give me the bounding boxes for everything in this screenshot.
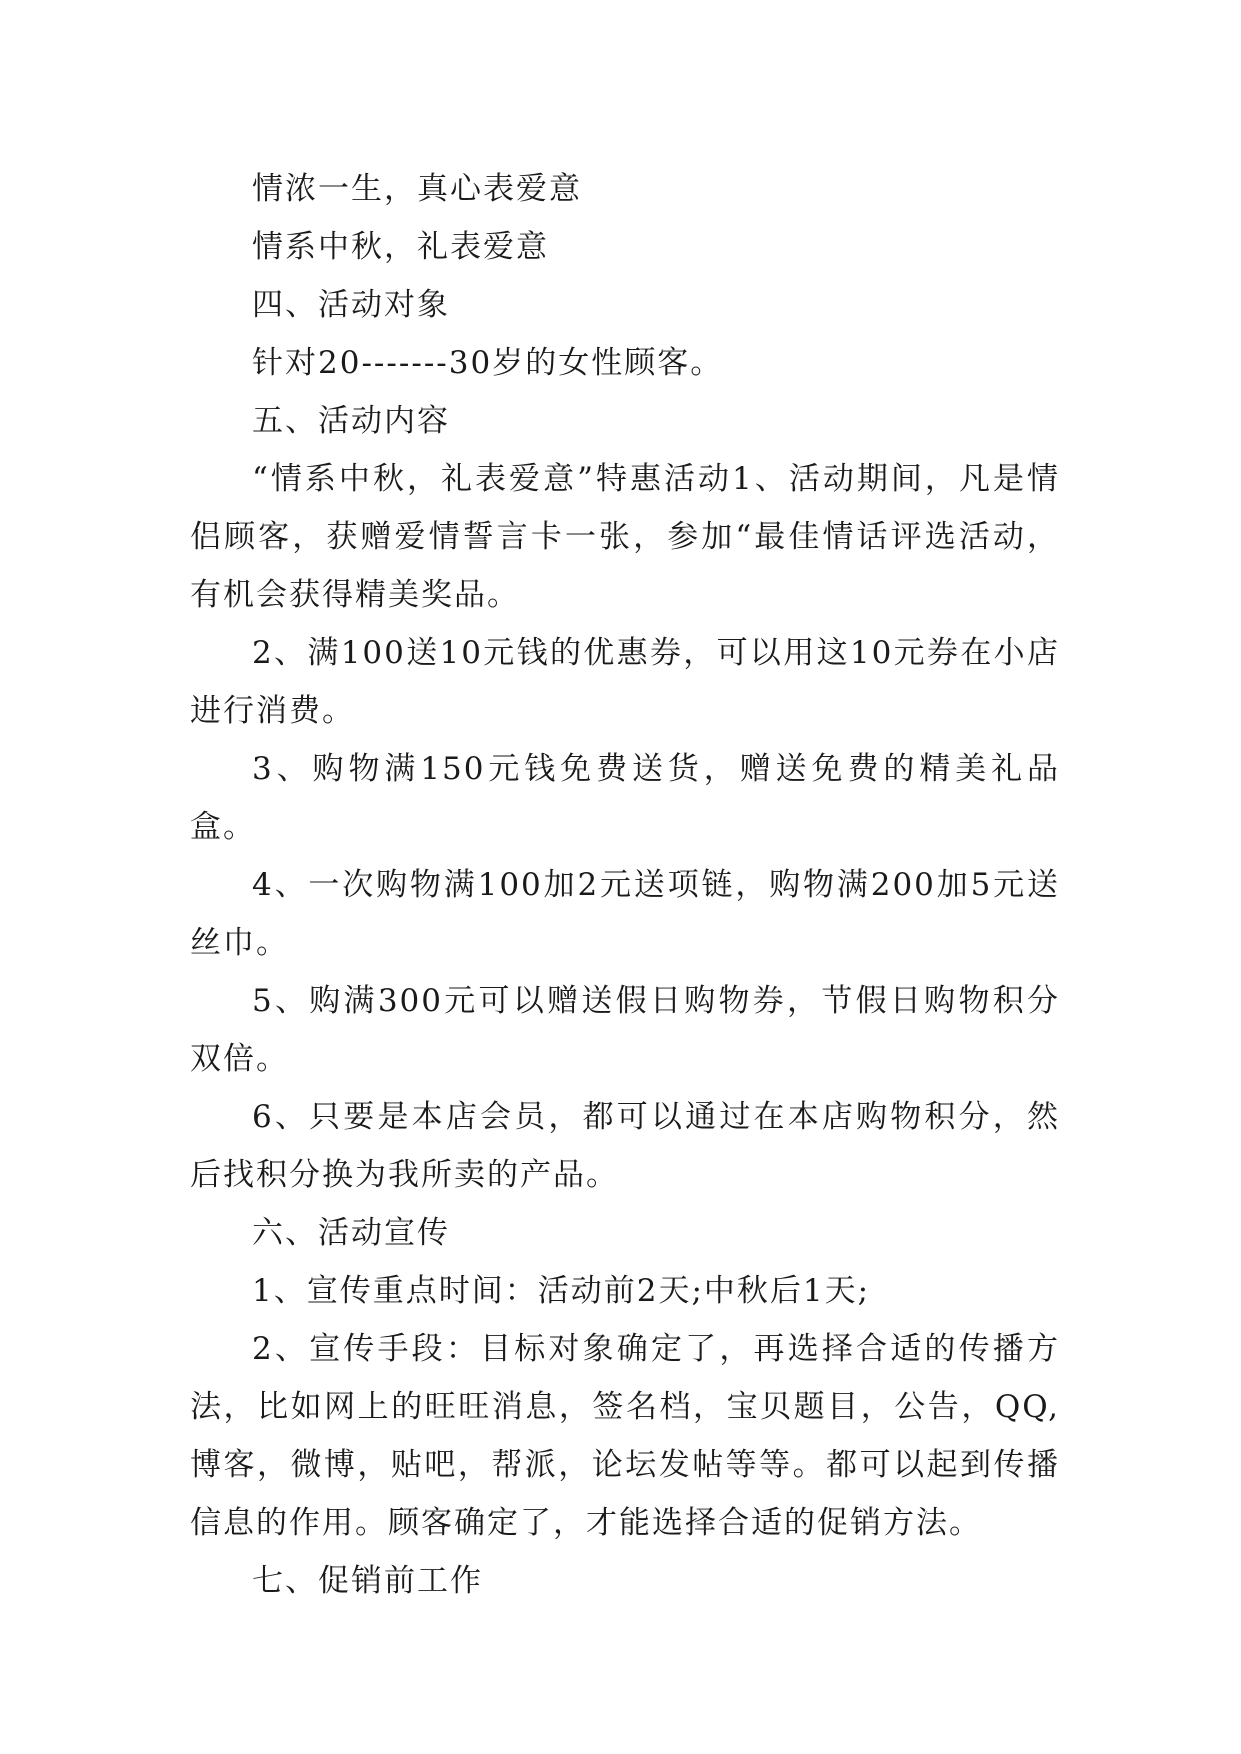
document-body [190, 160, 1060, 1610]
section-heading-target: 四、活动对象 [252, 287, 450, 323]
paragraph-content-6: 6、只要是本店会员，都可以通过在本店购物积分，然后找积分换为我所卖的产品。 [190, 1099, 1060, 1193]
paragraph-content-1: “情系中秋，礼表爱意”特惠活动1、活动期间，凡是情侣顾客，获赠爱情誓言卡一张，参加“最佳情话评选活动，有机会获得精美奖品。 [190, 461, 1060, 613]
paragraph-content-4: 4、一次购物满100加2元送项链，购物满200加5元送丝巾。 [190, 867, 1060, 961]
section-heading-content: 五、活动内容 [252, 403, 450, 439]
paragraph-slogan-1: 情浓一生，真心表爱意 [252, 171, 582, 207]
paragraph-content-2: 2、满100送10元钱的优惠券，可以用这10元券在小店进行消费。 [190, 635, 1060, 729]
paragraph-promotion-2: 2、宣传手段：目标对象确定了，再选择合适的传播方法，比如网上的旺旺消息，签名档，宝贝题目，公告，QQ,博客，微博，贴吧，帮派，论坛发帖等等。都可以起到传播信息的作用。顾客确定了，才能选择合适的促销方法。 [190, 1331, 1060, 1541]
section-heading-promotion: 六、活动宣传 [252, 1215, 450, 1251]
paragraph-promotion-1: 1、宣传重点时间：活动前2天;中秋后1天; [252, 1273, 871, 1309]
section-heading-preparation: 七、促销前工作 [252, 1563, 483, 1599]
paragraph-target: 针对20-------30岁的女性顾客。 [252, 345, 724, 381]
paragraph-slogan-2: 情系中秋，礼表爱意 [252, 229, 549, 265]
paragraph-content-3: 3、购物满150元钱免费送货，赠送免费的精美礼品盒。 [190, 751, 1060, 845]
paragraph-content-5: 5、购满300元可以赠送假日购物券，节假日购物积分双倍。 [190, 983, 1060, 1077]
